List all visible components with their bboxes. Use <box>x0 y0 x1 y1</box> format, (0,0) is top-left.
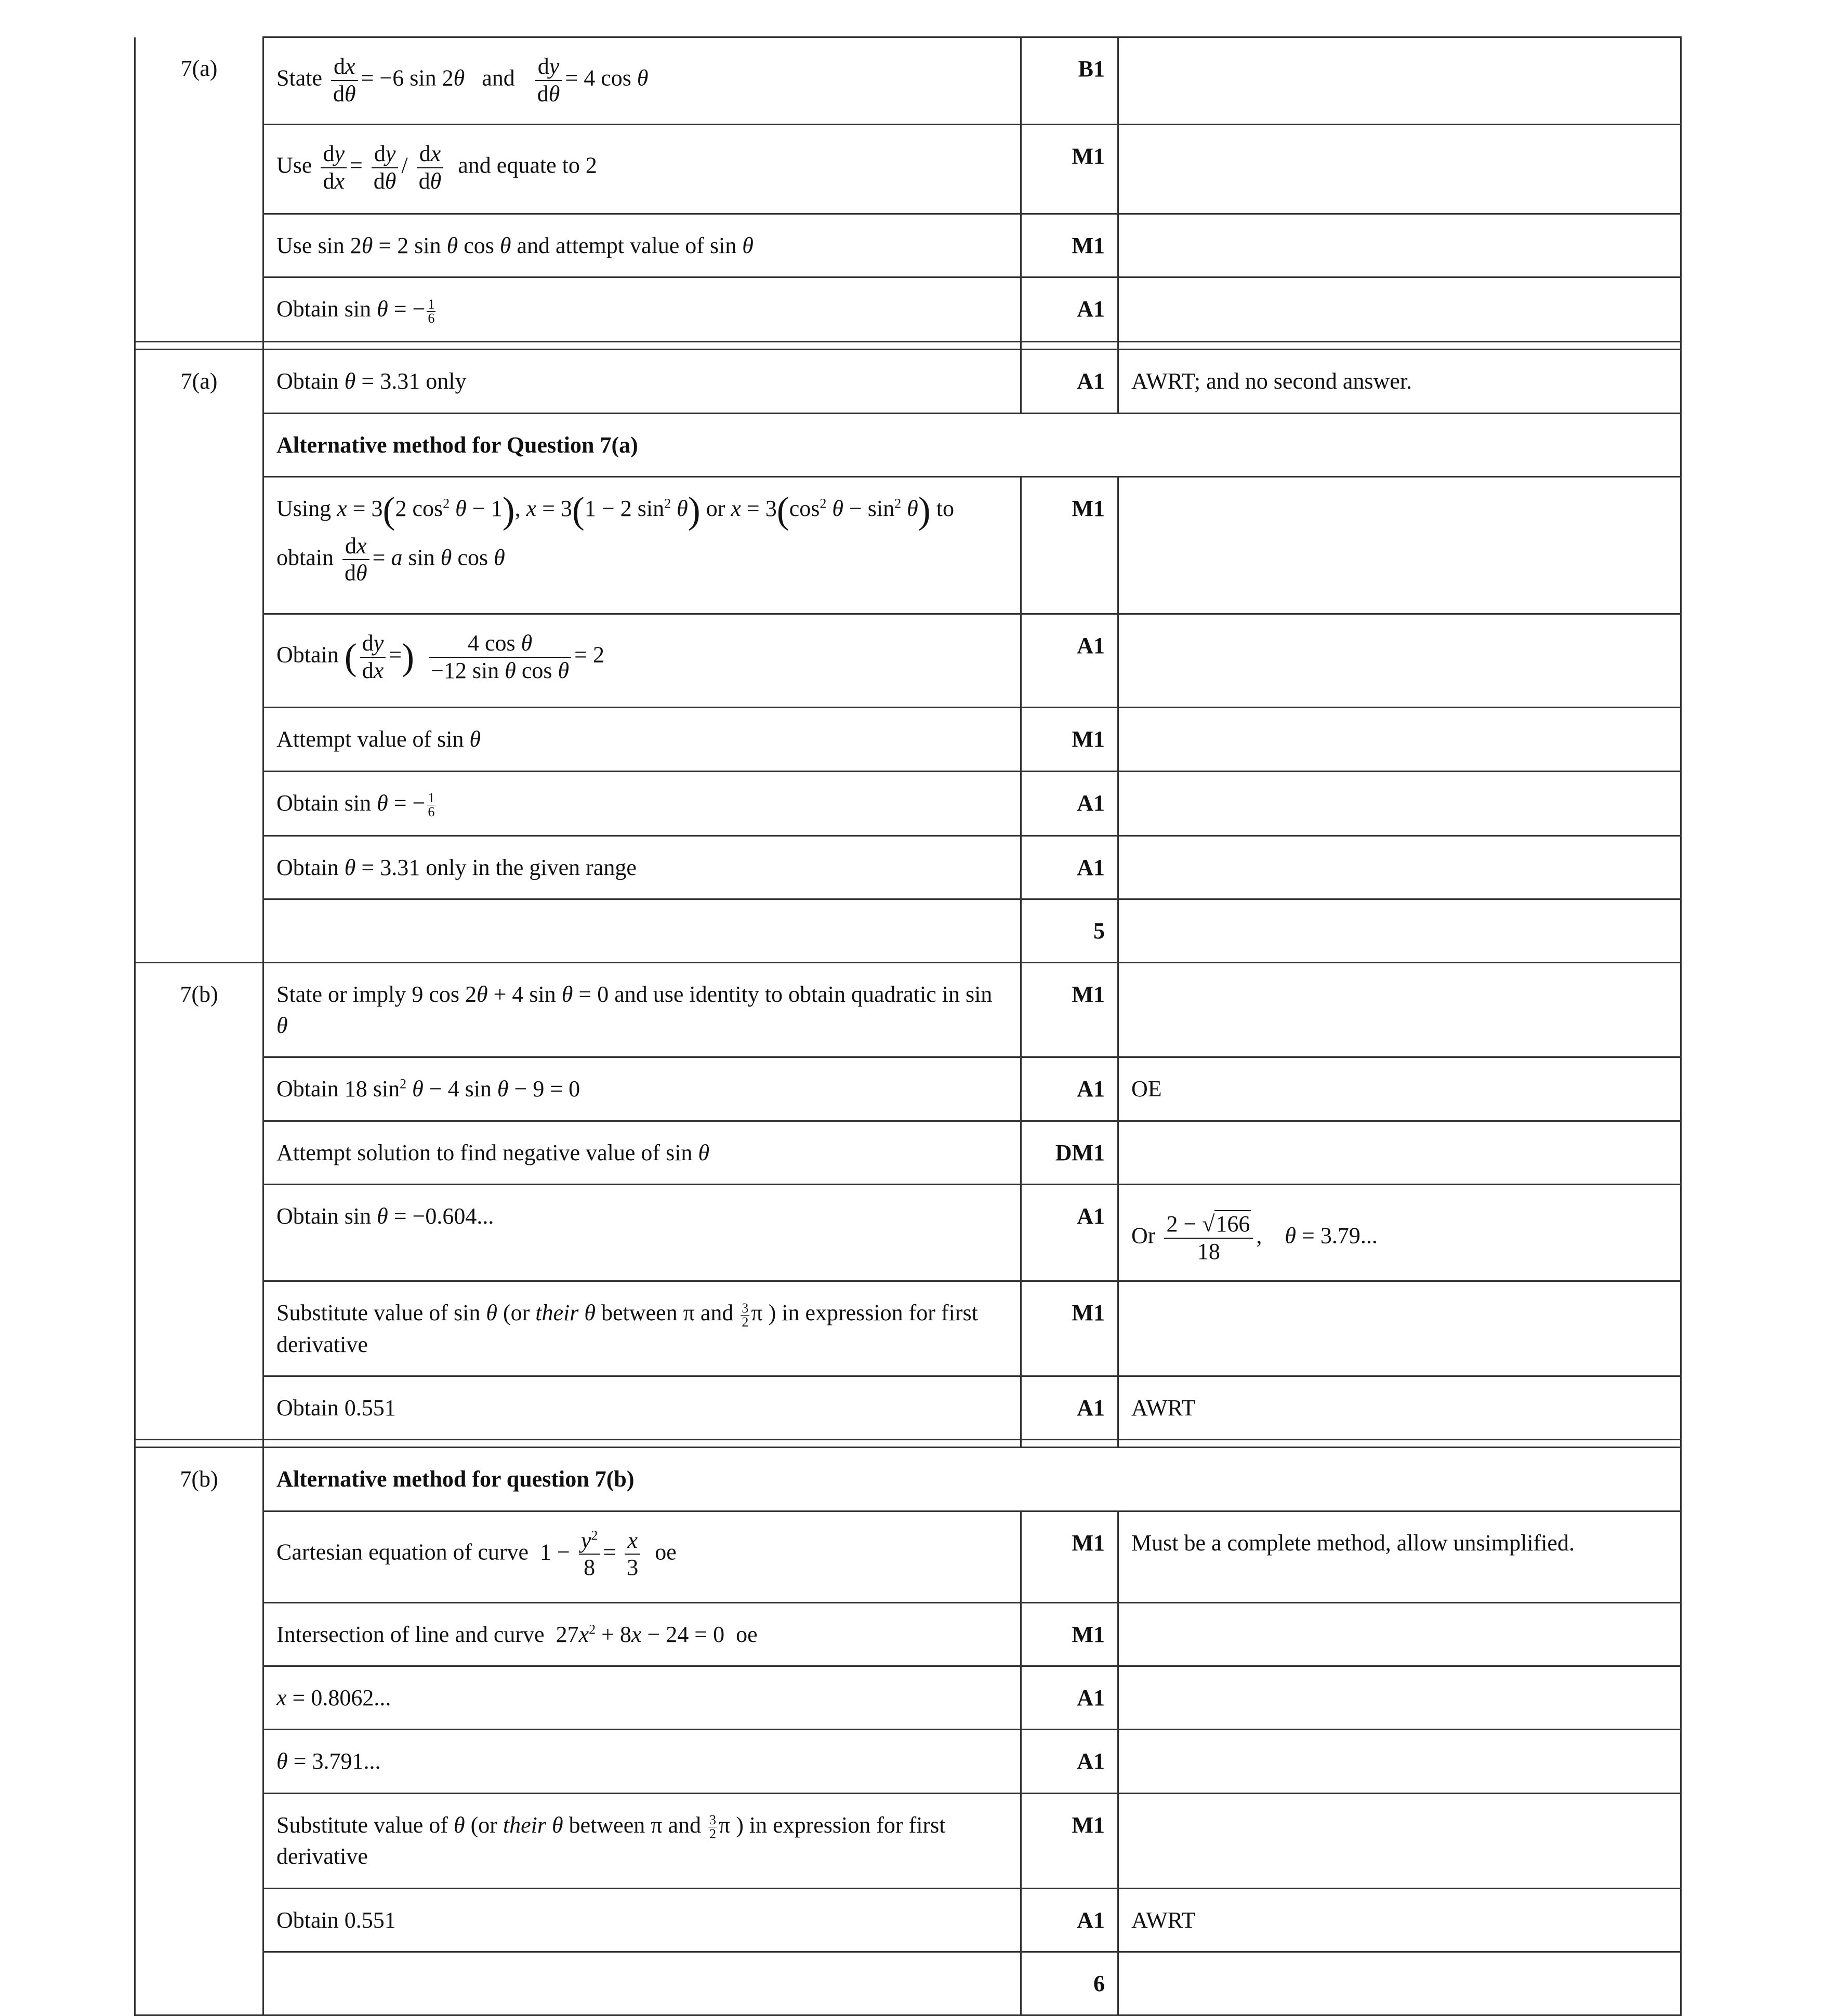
mark-cell: M1 <box>1021 125 1118 214</box>
answer-cell: Cartesian equation of curve 1 − $\frac{y^2}{8}$ = $\frac{x}{3}$ oe <box>263 1511 1021 1602</box>
guidance-cell <box>1118 708 1681 771</box>
guidance-cell: Must be a complete method, allow unsimplified. <box>1118 1511 1681 1602</box>
mark-cell: M1 <box>1021 963 1118 1057</box>
guidance-cell <box>1118 614 1681 708</box>
row-separator <box>135 1440 1681 1448</box>
total-marks: 6 <box>1021 1952 1118 2015</box>
guidance-cell <box>1118 963 1681 1057</box>
mark-cell: A1 <box>1021 277 1118 342</box>
table-row <box>135 1448 1681 1511</box>
answer-cell: State or imply 9 cos 2θ + 4 sin θ = 0 and use identity to obtain quadratic in sin θ <box>263 963 1021 1057</box>
answer-cell: Obtain sin θ = − $\frac{1}{6}$ <box>263 277 1021 342</box>
mark-cell: M1 <box>1021 1511 1118 1602</box>
table-row <box>135 771 1681 835</box>
table-row <box>135 1730 1681 1793</box>
table-row <box>135 614 1681 708</box>
mark-cell: M1 <box>1021 708 1118 771</box>
mark-cell: M1 <box>1021 1793 1118 1888</box>
guidance-cell: Or $\frac{2 - √166}{18}$ , θ = 3.79... <box>1118 1184 1681 1281</box>
table-row <box>135 1376 1681 1439</box>
table-row <box>135 277 1681 342</box>
table-row <box>135 1121 1681 1184</box>
table-row <box>135 899 1681 962</box>
table-row <box>135 214 1681 277</box>
mark-cell: M1 <box>1021 1281 1118 1376</box>
table-row <box>135 1888 1681 1952</box>
answer-cell: Use $\frac{dy}{dx}$ = $\frac{dy}{d\theta}$ / $\frac{dx}{d\theta}$ and equate to 2 <box>263 125 1021 214</box>
answer-cell: x = 0.8062... <box>263 1666 1021 1730</box>
mark-cell: A1 <box>1021 614 1118 708</box>
guidance-cell <box>1118 771 1681 835</box>
table-row <box>135 37 1681 125</box>
table-row <box>135 708 1681 771</box>
mark-cell: A1 <box>1021 1057 1118 1121</box>
guidance-cell: OE <box>1118 1057 1681 1121</box>
guidance-cell: AWRT <box>1118 1376 1681 1439</box>
table-row <box>135 835 1681 899</box>
mark-cell: A1 <box>1021 1666 1118 1730</box>
question-number: 7(b) <box>135 1448 263 2015</box>
answer-cell: Obtain θ = 3.31 only in the given range <box>263 835 1021 899</box>
guidance-cell <box>1118 1730 1681 1793</box>
guidance-cell <box>1118 1602 1681 1666</box>
answer-cell: Obtain 18 $\sin^2 \theta - 4$ sin θ − 9 = 0 <box>263 1057 1021 1121</box>
table-row <box>135 1281 1681 1376</box>
guidance-cell <box>1118 1666 1681 1730</box>
mark-cell: DM1 <box>1021 1121 1118 1184</box>
question-number: 7(a) <box>135 350 263 963</box>
table-row <box>135 963 1681 1057</box>
guidance-cell <box>1118 477 1681 614</box>
answer-cell: Use sin 2θ = 2 sin θ cos θ and attempt value of sin θ <box>263 214 1021 277</box>
alternative-method-heading: Alternative method for Question 7(a) <box>263 413 1681 476</box>
mark-cell: A1 <box>1021 835 1118 899</box>
answer-cell: Obtain θ = 3.31 only <box>263 350 1021 413</box>
table-row <box>135 1184 1681 1281</box>
mark-cell: A1 <box>1021 1730 1118 1793</box>
mark-cell: A1 <box>1021 1184 1118 1281</box>
question-number: 7(b) <box>135 963 263 1440</box>
guidance-cell <box>1118 899 1681 962</box>
answer-cell: Intersection of line and curve $27x^2 + 8x - 24 = 0$ oe <box>263 1602 1021 1666</box>
answer-cell: Obtain ( $\frac{dy}{dx}$ =) $\frac{\text{4 cos θ}}{\text{−12 sin θ cos θ}}$ = 2 <box>263 614 1021 708</box>
guidance-cell <box>1118 125 1681 214</box>
row-separator <box>135 342 1681 350</box>
answer-cell: Substitute value of sin θ (or their θ between π and $\frac{3}{2}$ π ) in expression for first derivative <box>263 1281 1021 1376</box>
answer-cell <box>263 899 1021 962</box>
alternative-method-heading: Alternative method for question 7(b) <box>263 1448 1681 1511</box>
table-row <box>135 1511 1681 1602</box>
mark-cell: A1 <box>1021 350 1118 413</box>
mark-cell: A1 <box>1021 1888 1118 1952</box>
table-row <box>135 413 1681 476</box>
table-row <box>135 125 1681 214</box>
guidance-cell <box>1118 1793 1681 1888</box>
guidance-cell <box>1118 37 1681 125</box>
answer-cell: Obtain 0.551 <box>263 1888 1021 1952</box>
guidance-cell <box>1118 835 1681 899</box>
answer-cell: State $\frac{dx}{d\theta}$ = −6 sin 2θ and $\frac{dy}{d\theta}$ = 4 cos θ <box>263 37 1021 125</box>
mark-cell: A1 <box>1021 1376 1118 1439</box>
answer-cell: Obtain sin θ = − $\frac{1}{6}$ <box>263 771 1021 835</box>
table-row <box>135 1793 1681 1888</box>
answer-cell: Using x = 3(2 $\cos^2 \theta - 1$), x = 3(1 − 2 $\sin^2 \theta$) or $x = 3(\cos^2$ $\theta - \sin^2 \theta$) to obtain $\frac{dx}{d\theta}$ = a sin θ cos θ <box>263 477 1021 614</box>
guidance-cell <box>1118 214 1681 277</box>
table-row <box>135 1666 1681 1730</box>
mark-cell: B1 <box>1021 37 1118 125</box>
answer-cell: Substitute value of θ (or their θ between π and $\frac{3}{2}$ π ) in expression for first derivative <box>263 1793 1021 1888</box>
mark-scheme-table <box>134 36 1682 2016</box>
answer-cell: Attempt value of sin θ <box>263 708 1021 771</box>
table-row <box>135 350 1681 413</box>
guidance-cell <box>1118 1121 1681 1184</box>
guidance-cell: AWRT <box>1118 1888 1681 1952</box>
answer-cell: Attempt solution to find negative value of sin θ <box>263 1121 1021 1184</box>
question-number: 7(a) <box>135 37 263 342</box>
table-row <box>135 1952 1681 2015</box>
guidance-cell <box>1118 1281 1681 1376</box>
table-row <box>135 477 1681 614</box>
answer-cell <box>263 1952 1021 2015</box>
guidance-cell <box>1118 1952 1681 2015</box>
answer-cell: Obtain 0.551 <box>263 1376 1021 1439</box>
guidance-cell: AWRT; and no second answer. <box>1118 350 1681 413</box>
total-marks: 5 <box>1021 899 1118 962</box>
table-row <box>135 1057 1681 1121</box>
guidance-cell <box>1118 277 1681 342</box>
answer-cell: θ = 3.791... <box>263 1730 1021 1793</box>
mark-cell: M1 <box>1021 1602 1118 1666</box>
table-row <box>135 1602 1681 1666</box>
mark-cell: M1 <box>1021 214 1118 277</box>
answer-cell: Obtain sin θ = −0.604... <box>263 1184 1021 1281</box>
mark-cell: M1 <box>1021 477 1118 614</box>
mark-cell: A1 <box>1021 771 1118 835</box>
